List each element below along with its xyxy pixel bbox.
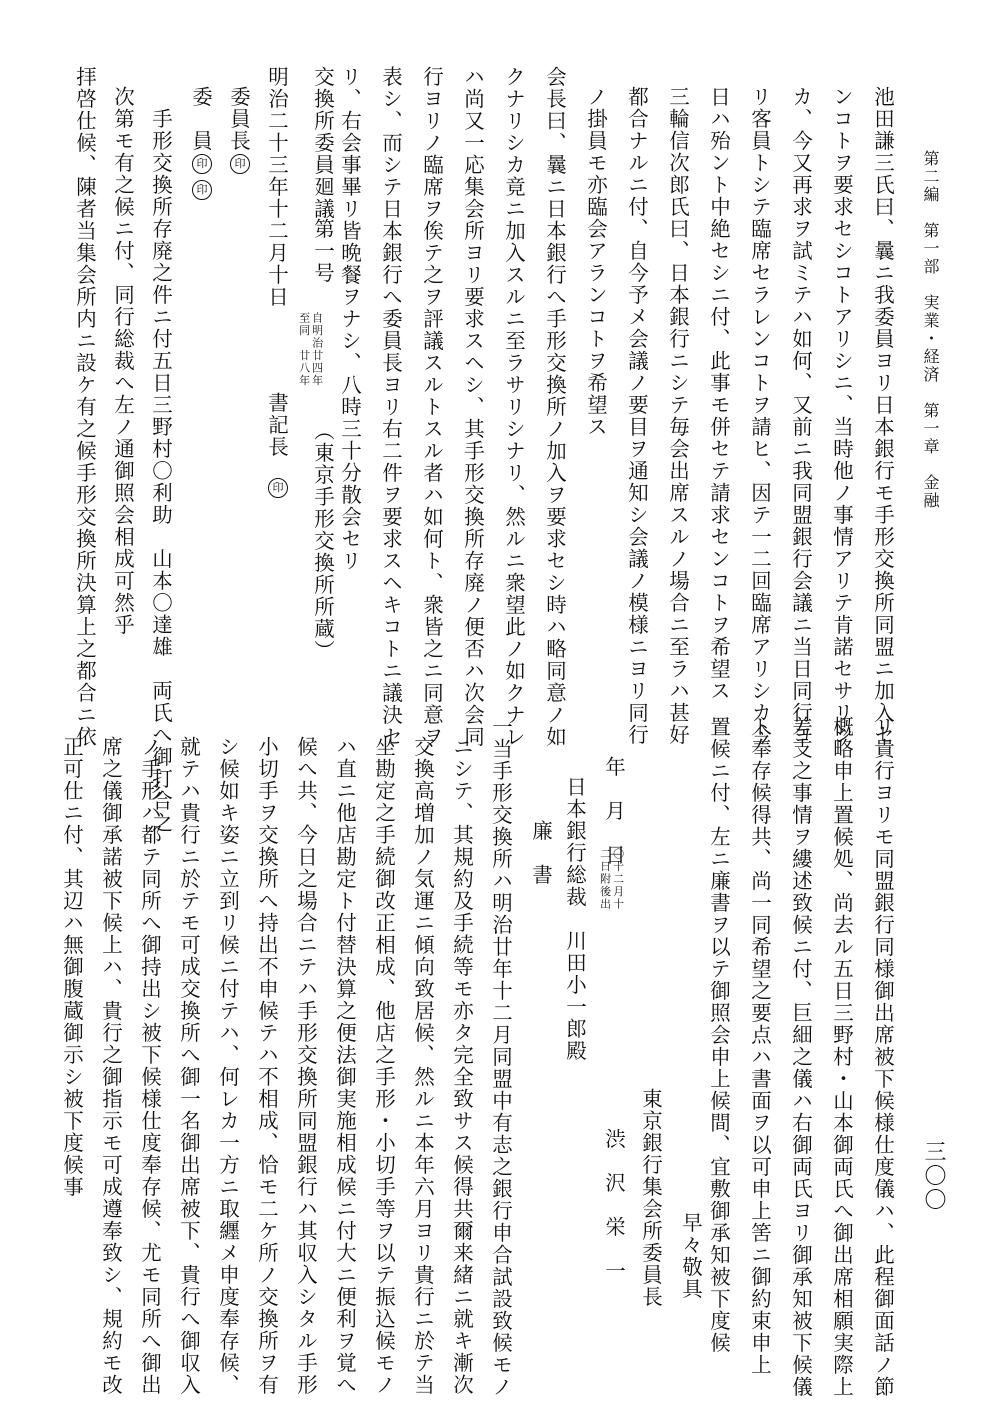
record-title: 交換所委員廻議 xyxy=(310,66,335,220)
text-line: 会長曰、曩ニ日本銀行へ手形交換所ノ加入ヲ要求セシ時ハ略同意ノ如 xyxy=(542,66,567,748)
meeting-date: 明治二十三年十二月十日 xyxy=(264,66,289,308)
text-line: リ貴行ヨリモ同盟銀行同様御出席被下候様仕度儀ハ、此程御面話ノ節 xyxy=(870,716,895,1398)
text-line: 表シ、而シテ日本銀行へ委員長ヨリ右二件ヲ要求スヘキコトニ議決セ xyxy=(378,66,403,748)
chair-label: 委員長 xyxy=(226,86,251,152)
text-line: 概略申上置候処、尚去ル五日三野村・山本御両氏へ御出席相願実際上 xyxy=(829,716,854,1398)
text-line: クナリシカ竟ニ加入スルニ至ラサリシナリ、然ルニ衆望此ノ如クナレ xyxy=(501,66,526,748)
list-line: 候へ共、今日之場合ニテハ手形交換所同盟銀行ハ其収入シタル手形 xyxy=(293,736,318,1396)
text-line: 都合ナルニ付、自今予メ会議ノ要目ヲ通知シ会議ノ模様ニヨリ同行 xyxy=(624,86,649,746)
sender-title: 東京銀行集会所委員長 xyxy=(638,1088,663,1308)
addressee: 日本銀行総裁 川田小一郎殿 xyxy=(562,776,587,1062)
date-note: 二日附後出 xyxy=(598,848,612,911)
list-line: 小切手ヲ交換所へ持出不申候テハ不相成、恰モ二ケ所ノ交換所ヲ有 xyxy=(254,736,279,1396)
letter-date: 年 月 日 xyxy=(601,756,626,866)
text-line: 三輪信次郎氏曰、日本銀行ニシテ毎会出席スルノ場合ニ至ラハ甚好 xyxy=(665,86,690,746)
text-line: リ客員トシテ臨席セラレンコトヲ請ヒ、因テ一二回臨席アリシカ今 xyxy=(747,86,772,746)
text-line: ハ尚又一応集会所ヨリ要求スヘシ、其手形交換所存廃ノ便否ハ次会同 xyxy=(460,66,485,748)
text-line: ノ掛員モ亦臨会アランコトヲ希望ス xyxy=(583,86,608,438)
running-head: 第二編 第一部 実業・経済 第一章 金融 xyxy=(921,150,940,510)
text-line: 池田謙三氏曰、曩ニ我委員ヨリ日本銀行モ手形交換所同盟ニ加入セ xyxy=(870,86,895,746)
list-line: ノ手形ハ都テ同所へ御持出シ被下候様仕度奉存候、尤モ同所へ御出 xyxy=(137,736,162,1396)
seal-mark: 印 xyxy=(230,154,250,174)
date-note: 〇十二月十 xyxy=(611,848,625,911)
text-line: 行ヨリノ臨席ヲ俟テ之ヲ評議スルトスル者ハ如何ト、衆皆之ニ同意ヲ xyxy=(419,66,444,748)
list-line: 正可仕ニ付、其辺ハ無御腹蔵御示シ被下度候事 xyxy=(59,736,84,1198)
list-line: 一当手形交換所ハ明治廿年十二月同盟中有志之銀行申合試設致候モノ xyxy=(488,716,513,1398)
seal-mark: 印 xyxy=(268,478,288,498)
members-label: 委 員 xyxy=(188,86,213,152)
text-line: ンコトヲ要求セシコトアリシニ、当時他ノ事情アリテ肯諾セサリシ xyxy=(829,86,854,746)
list-line: ハ直ニ他店勘定ト付替決算之便法御実施相成候ニ付大ニ便利ヲ覚へ xyxy=(332,736,357,1396)
text-line: ト奉存候得共、尚一同希望之要点ハ書面ヲ以可申上筈ニ御約束申上 xyxy=(747,716,772,1376)
sender-name: 渋 沢 栄 一 xyxy=(601,1128,626,1282)
record-period-to: 至同 廿八年 xyxy=(297,312,311,387)
list-line: ニシテ、其規約及手続等モ亦タ完全致サス候得共爾来緒ニ就キ漸次 xyxy=(449,736,474,1396)
secretary-label: 書記長 xyxy=(264,392,289,458)
page-number: 三〇〇 xyxy=(921,1140,946,1212)
list-line: 就テハ貴行ニ於テモ可成交換所へ御一名御出席被下、貴行へ御収入 xyxy=(176,736,201,1396)
record-period-from: 自明治廿四年 xyxy=(310,312,324,387)
closing-phrase: 早々敬具 xyxy=(678,1212,703,1300)
archive-note: （東京手形交換所所蔵） xyxy=(310,420,335,662)
list-line: 坐勘定之手続御改正相成、他店之手形・小切手等ヲ以テ振込候モノ xyxy=(371,736,396,1396)
list-line: シ候如キ姿ニ立到リ候ニ付テハ、何レカ一方ニ取纒メ申度奉存候、 xyxy=(215,736,240,1396)
text-line: リ、右会事畢リ皆晩餐ヲナシ、八時三十分散会セリ xyxy=(337,66,362,572)
list-heading: 廉 書 xyxy=(528,820,553,886)
letter-line: 拝啓仕候、陳者当集会所内ニ設ケ有之候手形交換所決算上之都合ニ依 xyxy=(72,66,97,748)
seal-mark: 印 xyxy=(192,180,212,200)
letter-line: 手形交換所存廃之件ニ付五日三野村〇利助 山本〇達雄 両氏へ御打合之 xyxy=(148,108,173,834)
record-number: 第一号 xyxy=(310,218,335,284)
text-line: カ、今又再求ヲ試ミテハ如何、又前ニ我同盟銀行会議ニ当日同行ヨ xyxy=(788,86,813,746)
seal-mark: 印 xyxy=(192,154,212,174)
list-line: 席之儀御承諾被下候上ハ、貴行之御指示モ可成遵奉致シ、規約モ改 xyxy=(98,736,123,1396)
list-line: 交換高増加ノ気運ニ傾向致居候、然ルニ本年六月ヨリ貴行ニ於テ当 xyxy=(410,736,435,1396)
text-line: 差支之事情ヲ縷述致候ニ付、巨細之儀ハ右御両氏ヨリ御承知被下候儀 xyxy=(788,716,813,1398)
letter-line: 次第モ有之候ニ付、同行総裁へ左ノ通御照会相成可然乎 xyxy=(110,86,135,636)
text-line: 置候ニ付、左ニ廉書ヲ以テ御照会申上候間、宜敷御承知被下度候 xyxy=(706,716,731,1354)
text-line: 日ハ殆ント中絶セシニ付、此事モ併セテ請求センコトヲ希望ス xyxy=(706,86,731,702)
